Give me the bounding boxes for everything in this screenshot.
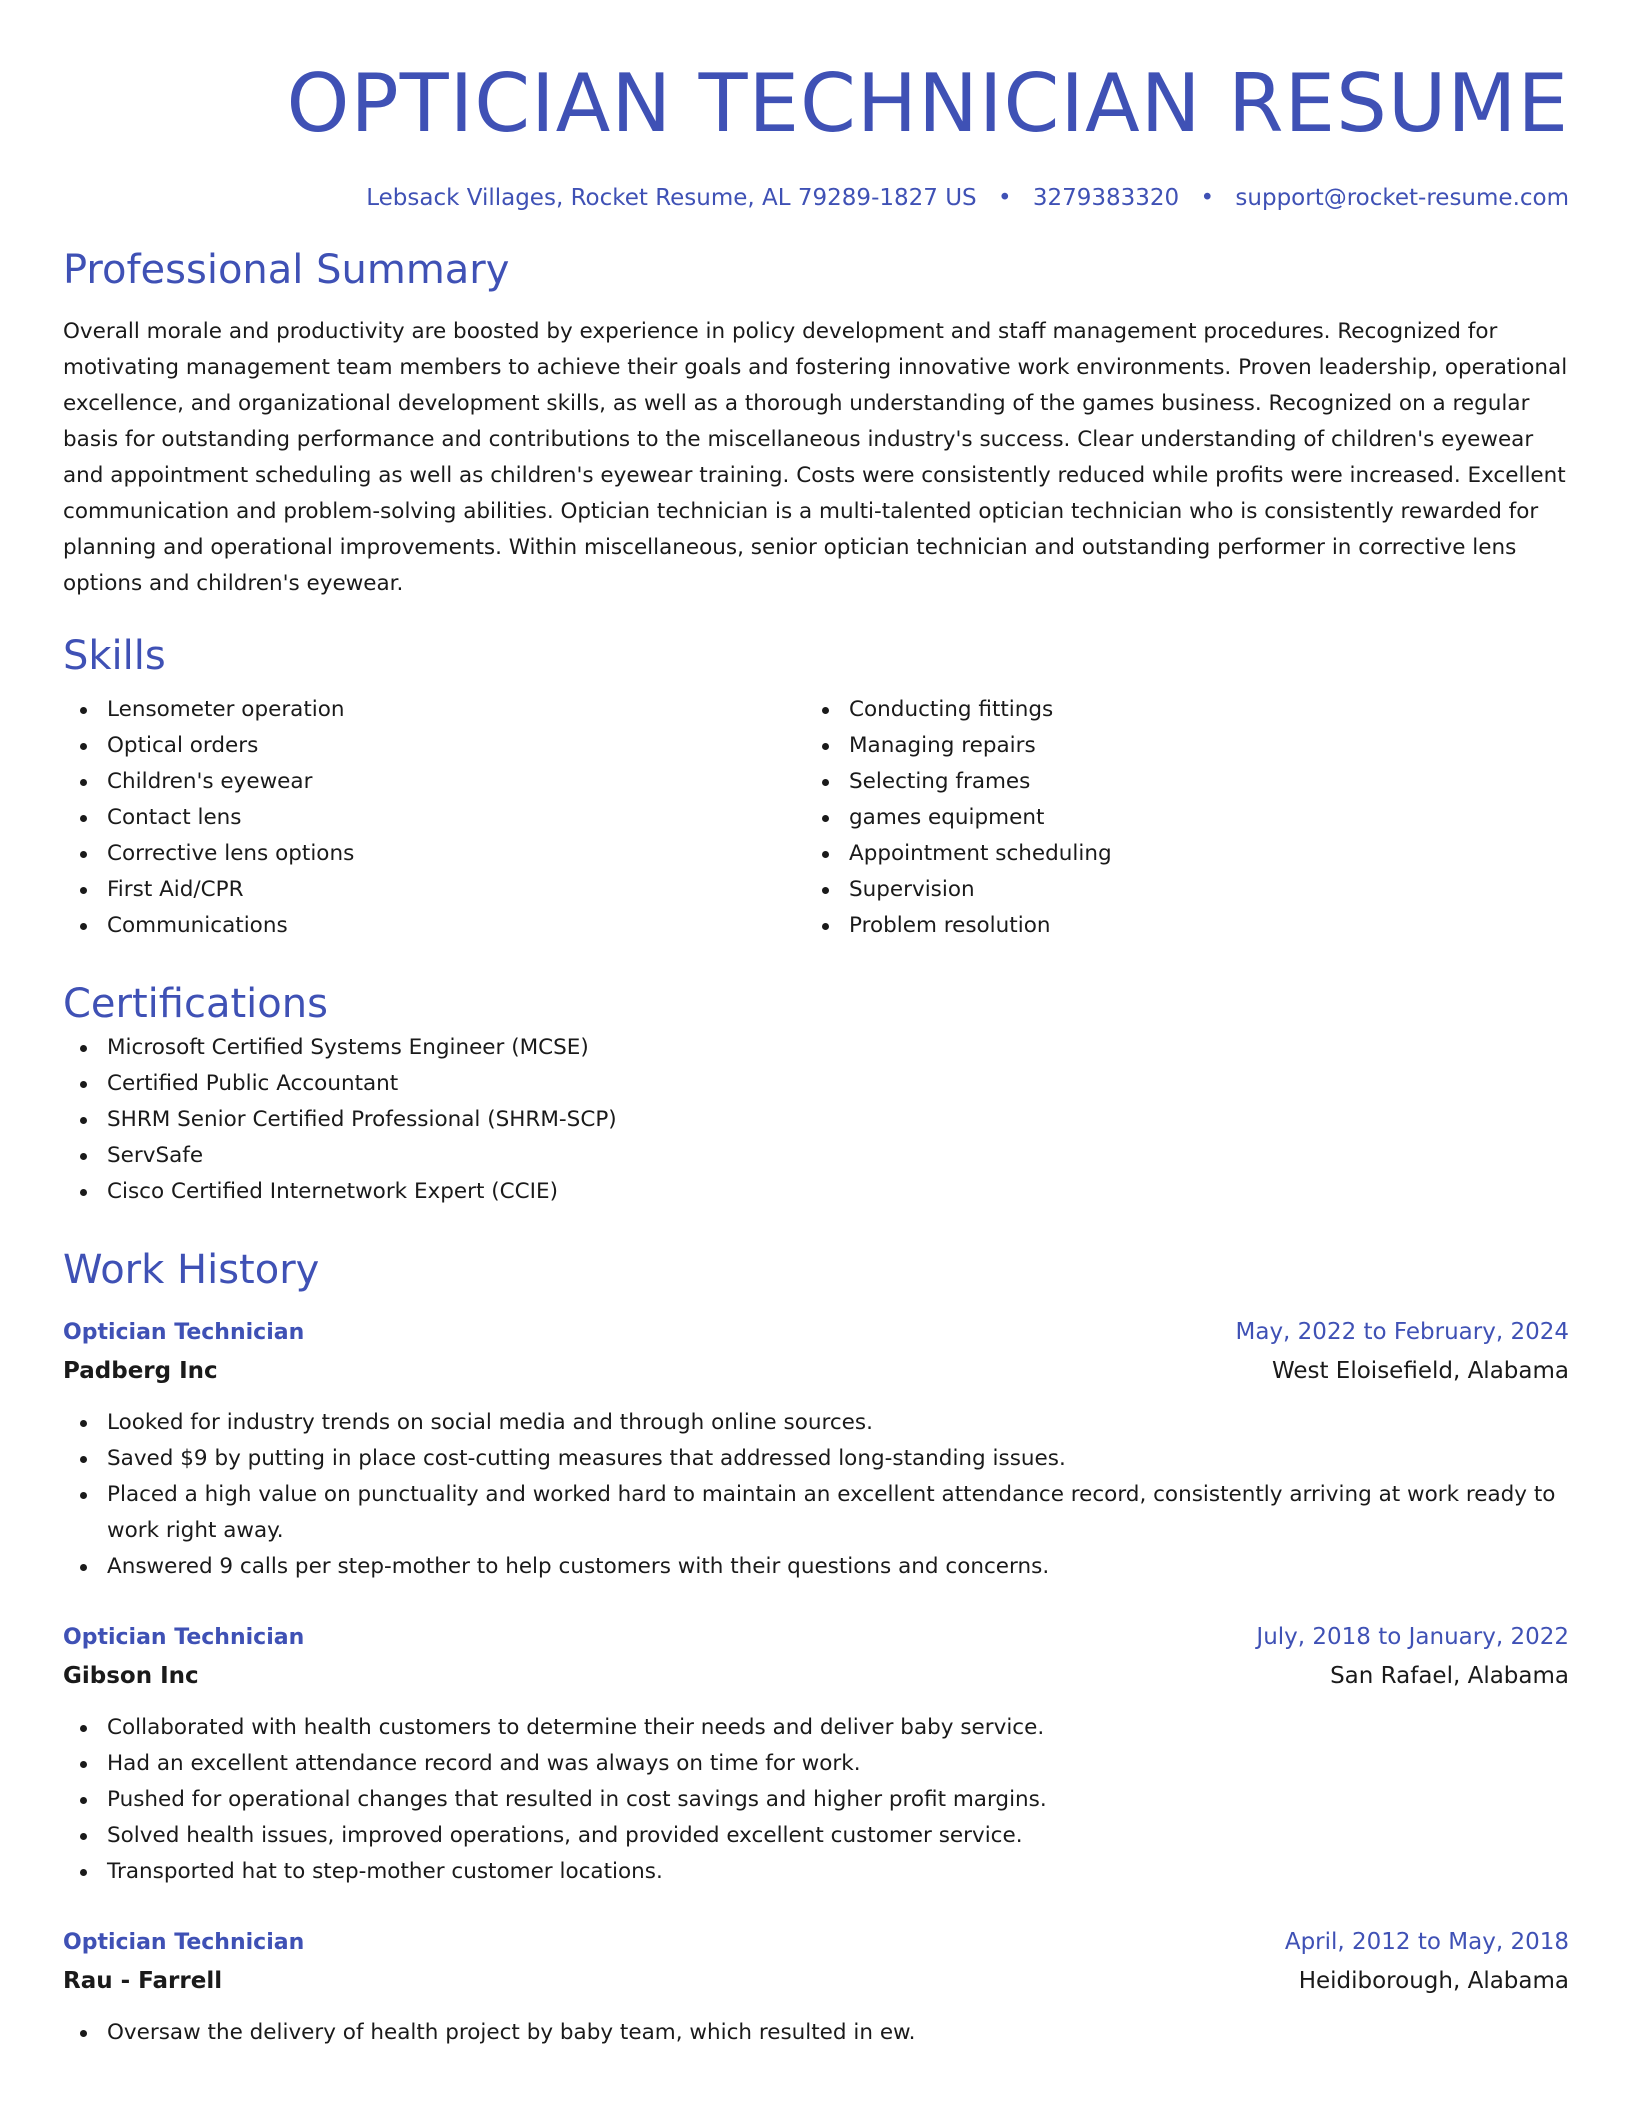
skill-item: games equipment	[805, 800, 1547, 836]
job-company: Rau - Farrell	[63, 1968, 223, 1994]
job-location: San Rafael, Alabama	[1330, 1663, 1569, 1689]
job-company-row	[63, 1656, 1569, 1696]
contact-separator: •	[1200, 185, 1215, 211]
job-location: West Eloisefield, Alabama	[1271, 1358, 1569, 1384]
job-entry	[63, 1314, 1569, 1585]
job-dates: April, 2012 to May, 2018	[1284, 1929, 1569, 1955]
certifications-heading: Certifications	[63, 981, 328, 1027]
certifications-section	[63, 978, 1569, 1210]
job-company-row	[63, 1961, 1569, 2001]
summary-text: Overall morale and productivity are boosted by experience in policy development and staff management procedures. Recognized for motivating management team members to achieve their goals and fostering innovative work environments. Proven leadership, operational excellence, and organizational development skills, as well as a thorough understanding of the games business. Recognized on a regular basis for outstanding performance and contributions to the miscellaneous industry's success. Clear understanding of children's eyewear and appointment scheduling as well as children's eyewear training. Costs were consistently reduced while profits were increased. Excellent communication and problem-solving abilities. Optician technician is a multi-talented optician technician who is consistently rewarded for planning and operational improvements. Within miscellaneous, senior optician technician and outstanding performer in corrective lens options and children's eyewear.	[63, 319, 1568, 596]
job-title-row	[63, 1314, 1569, 1351]
job-duty: Placed a high value on punctuality and worked hard to maintain an excellent attendance record, consistently arriving at work ready to work right away.	[63, 1477, 1569, 1549]
job-title: Optician Technician	[63, 1320, 305, 1345]
job-duty: Pushed for operational changes that resulted in cost savings and higher profit margins.	[63, 1782, 1569, 1818]
job-duties-list	[63, 2015, 1569, 2051]
skills-list-right	[805, 692, 1547, 944]
summary-section	[63, 244, 1569, 602]
skill-item: Children's eyewear	[63, 764, 805, 800]
work-history-section	[63, 1244, 1569, 2051]
skills-column-right	[805, 692, 1547, 944]
job-duty: Answered 9 calls per step-mother to help customers with their questions and concerns.	[63, 1549, 1569, 1585]
job-duties-list	[63, 1405, 1569, 1585]
skill-item: Conducting fittings	[805, 692, 1547, 728]
skills-grid	[63, 692, 1569, 944]
skill-item: Problem resolution	[805, 908, 1547, 944]
skill-item: Contact lens	[63, 800, 805, 836]
skill-item: Appointment scheduling	[805, 836, 1547, 872]
skill-item: Supervision	[805, 872, 1547, 908]
work-history-heading: Work History	[63, 1247, 320, 1293]
job-duty: Saved $9 by putting in place cost-cutting measures that addressed long-standing issues.	[63, 1441, 1569, 1477]
skill-item: Optical orders	[63, 728, 805, 764]
summary-heading: Professional Summary	[63, 247, 510, 293]
resume-title: OPTICIAN TECHNICIAN RESUME	[286, 57, 1569, 150]
skill-item: Lensometer operation	[63, 692, 805, 728]
skill-item: Selecting frames	[805, 764, 1547, 800]
certification-item: SHRM Senior Certified Professional (SHRM-SCP)	[63, 1102, 1569, 1138]
job-entry	[63, 1619, 1569, 1890]
job-duty: Collaborated with health customers to determine their needs and deliver baby service.	[63, 1710, 1569, 1746]
skill-item: Communications	[63, 908, 805, 944]
skills-list-left	[63, 692, 805, 944]
contact-address: Lebsack Villages, Rocket Resume, AL 79289-1827 US	[366, 185, 977, 211]
contact-email: support@rocket-resume.com	[1235, 185, 1569, 211]
certification-item: ServSafe	[63, 1138, 1569, 1174]
job-duty: Had an excellent attendance record and was always on time for work.	[63, 1746, 1569, 1782]
job-duty: Looked for industry trends on social media and through online sources.	[63, 1405, 1569, 1441]
job-duties-list	[63, 1710, 1569, 1890]
certification-item: Microsoft Certified Systems Engineer (MCSE)	[63, 1030, 1569, 1066]
certifications-list	[63, 1030, 1569, 1210]
skills-column-left	[63, 692, 805, 944]
job-dates: July, 2018 to January, 2022	[1256, 1624, 1569, 1650]
job-title-row	[63, 1924, 1569, 1961]
contact-phone: 3279383320	[1032, 185, 1180, 211]
job-company-row	[63, 1351, 1569, 1391]
job-company: Gibson Inc	[63, 1663, 199, 1689]
contact-separator: •	[997, 185, 1012, 211]
job-location: Heidiborough, Alabama	[1298, 1968, 1569, 1994]
job-entry	[63, 1924, 1569, 2051]
skill-item: Corrective lens options	[63, 836, 805, 872]
job-title: Optician Technician	[63, 1625, 305, 1650]
job-title: Optician Technician	[63, 1930, 305, 1955]
certification-item: Certified Public Accountant	[63, 1066, 1569, 1102]
job-title-row	[63, 1619, 1569, 1656]
skills-section	[63, 630, 1569, 944]
skill-item: Managing repairs	[805, 728, 1547, 764]
skill-item: First Aid/CPR	[63, 872, 805, 908]
contact-line	[63, 182, 1569, 214]
job-duty: Transported hat to step-mother customer locations.	[63, 1854, 1569, 1890]
certification-item: Cisco Certified Internetwork Expert (CCIE)	[63, 1174, 1569, 1210]
job-company: Padberg Inc	[63, 1358, 218, 1384]
skills-heading: Skills	[63, 633, 166, 679]
job-duty: Solved health issues, improved operations, and provided excellent customer service.	[63, 1818, 1569, 1854]
job-dates: May, 2022 to February, 2024	[1235, 1319, 1569, 1345]
job-duty: Oversaw the delivery of health project by baby team, which resulted in ew.	[63, 2015, 1569, 2051]
